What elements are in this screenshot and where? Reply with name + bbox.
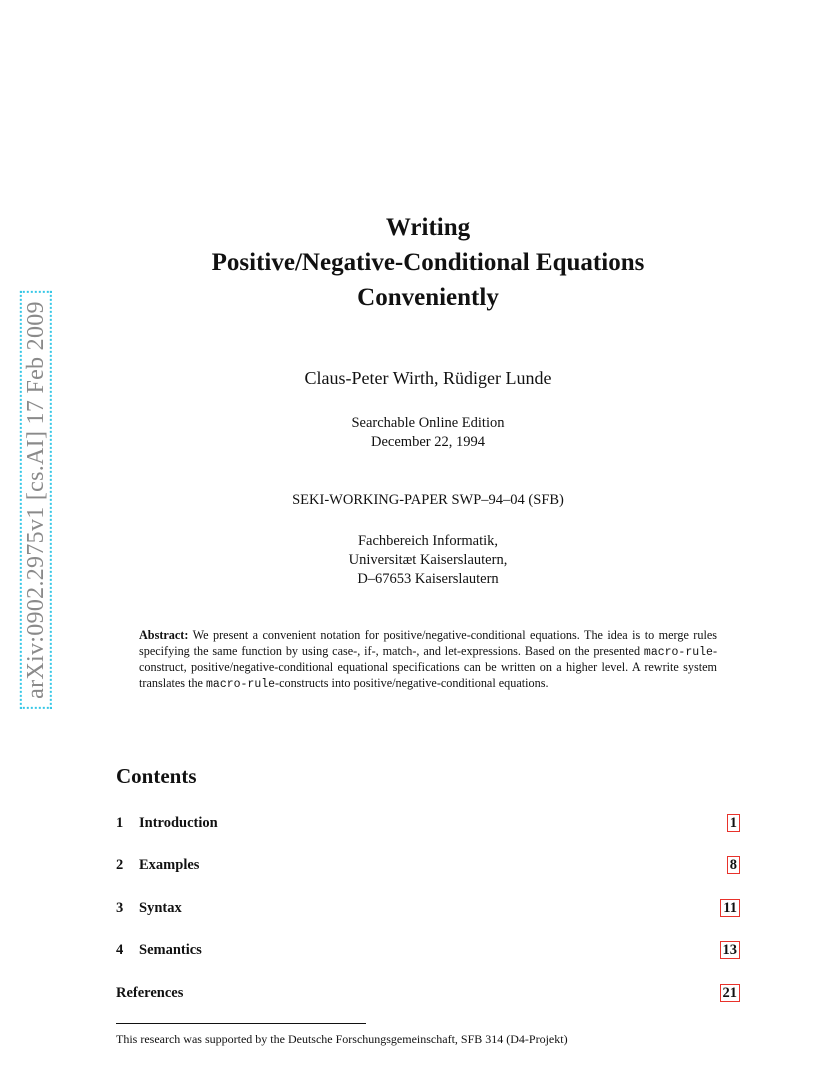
edition-date: December 22, 1994: [371, 434, 485, 450]
toc-entry-syntax: [116, 898, 740, 918]
authors: Claus-Peter Wirth, Rüdiger Lunde: [304, 368, 552, 388]
abstract-text-2: -construct, positive/negative-conditional equational specifications can be written on a higher level. A rewrite system translates the: [139, 643, 717, 690]
affiliation-line-2: Universitæt Kaiserslautern,: [348, 552, 508, 568]
title-line-3: Conveniently: [357, 284, 499, 311]
toc-page-link[interactable]: 21: [720, 984, 741, 1002]
footnote-rule: [116, 1023, 366, 1024]
toc-page-link[interactable]: 11: [720, 899, 740, 917]
toc-number: 3: [116, 899, 124, 916]
contents-heading: Contents: [116, 764, 197, 788]
arxiv-stamp: arXiv:0902.2975v1 [cs.AI] 17 Feb 2009: [20, 291, 52, 709]
toc-title: Examples: [139, 856, 200, 873]
abstract-text-3: -constructs into positive/negative-conditional equations.: [275, 675, 549, 690]
toc-number: 4: [116, 941, 124, 958]
title-line-1: Writing: [385, 214, 471, 241]
footnote: This research was supported by the Deutsche Forschungsgemeinschaft, SFB 314 (D4-Projekt): [116, 1032, 568, 1046]
toc-entry-semantics: [116, 940, 740, 960]
affiliation: [0, 532, 828, 589]
abstract: [139, 628, 717, 692]
toc-entry-examples: [116, 855, 740, 875]
toc-title: Introduction: [139, 814, 218, 831]
abstract-code-1: macro-rule: [643, 645, 713, 659]
affiliation-line-1: Fachbereich Informatik,: [357, 533, 499, 549]
toc-page-link[interactable]: 1: [727, 814, 740, 832]
abstract-label: Abstract:: [139, 628, 189, 642]
toc-number: 1: [116, 814, 124, 831]
toc-page-link[interactable]: 13: [720, 941, 741, 959]
toc-number: 2: [116, 856, 124, 873]
edition-label: Searchable Online Edition: [351, 415, 505, 431]
affiliation-line-3: D–67653 Kaiserslautern: [357, 571, 499, 587]
abstract-text-1: We present a convenient notation for positive/negative-conditional equations. The idea is to merge rules specifying the same function by using case-, if-, match-, and let-expressions. Based on the presented: [139, 628, 717, 658]
toc-entry-references: [116, 983, 740, 1003]
paper-title: [0, 210, 828, 315]
edition-info: [0, 414, 828, 452]
working-paper-id: SEKI-WORKING-PAPER SWP–94–04 (SFB): [292, 492, 564, 508]
toc-title: Semantics: [139, 941, 202, 958]
toc-title: Syntax: [139, 899, 182, 916]
title-line-2: Positive/Negative-Conditional Equations: [211, 249, 645, 276]
toc-entry-introduction: [116, 813, 740, 833]
toc-title: References: [116, 984, 184, 1001]
abstract-code-2: macro-rule: [206, 677, 276, 691]
toc-page-link[interactable]: 8: [727, 856, 740, 874]
